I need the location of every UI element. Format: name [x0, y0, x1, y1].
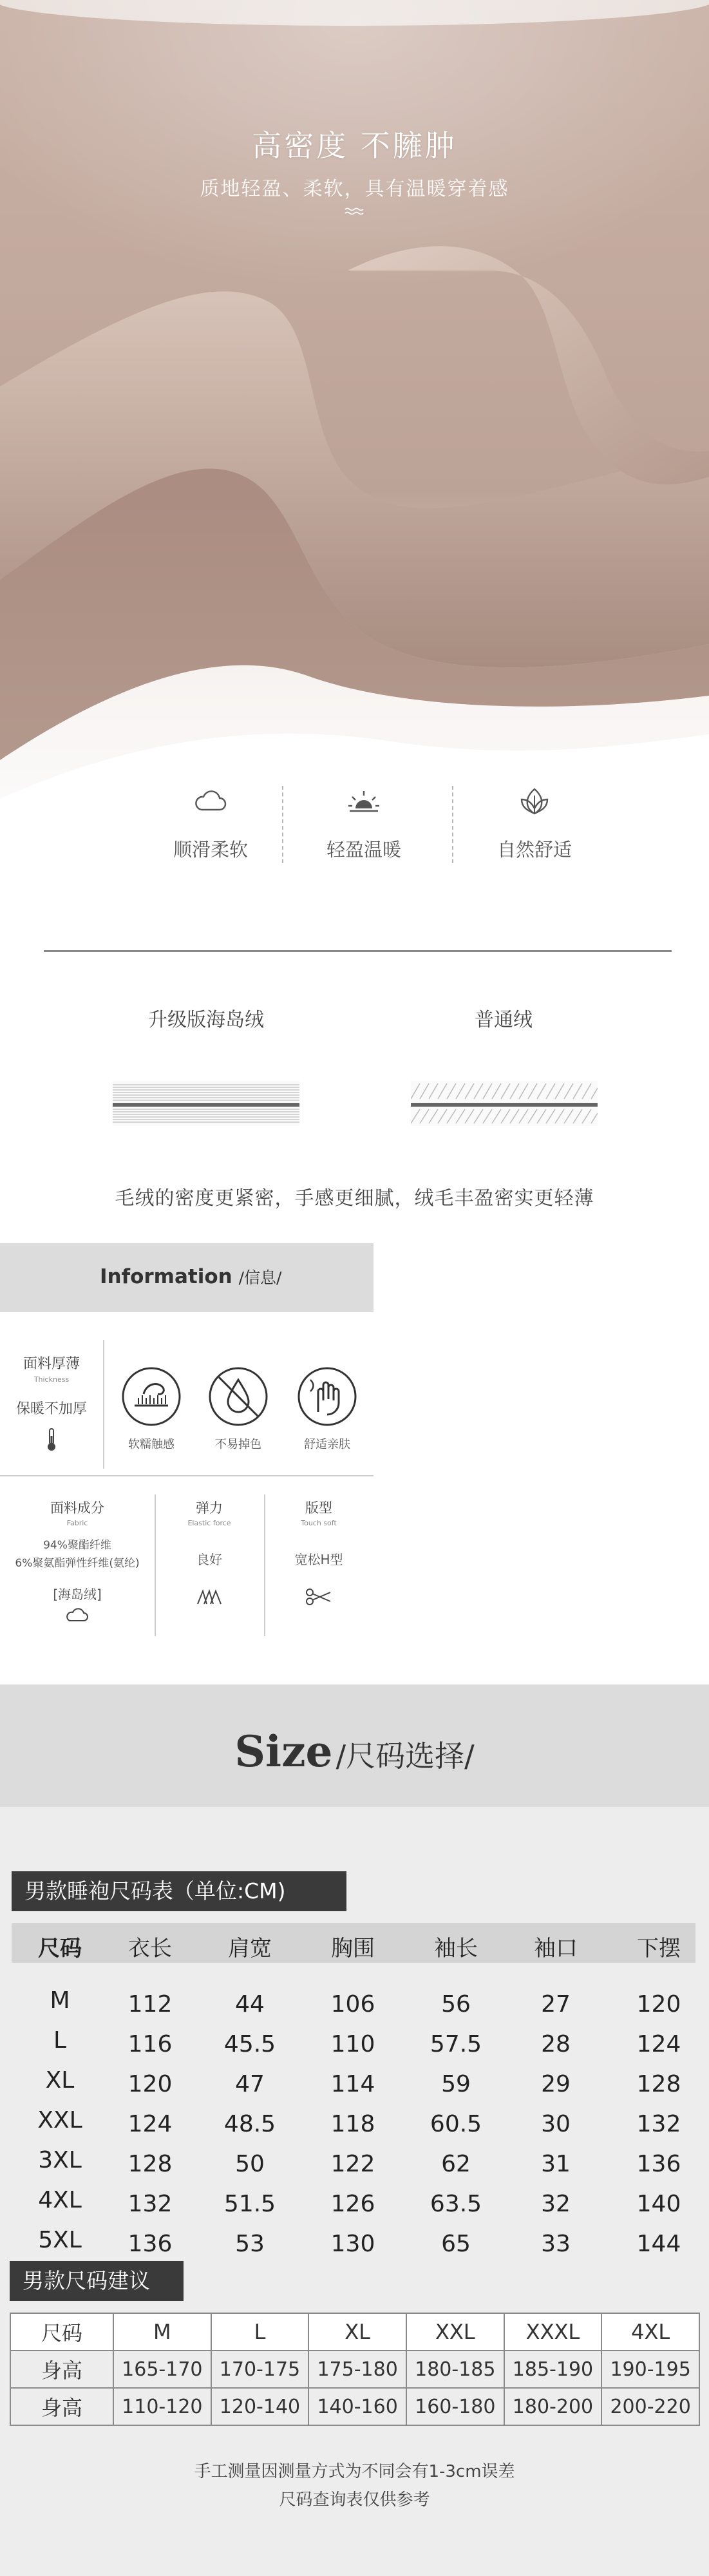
size-title-cn: /尺码选择/ [336, 1739, 475, 1773]
table-cell: 27 [541, 1991, 571, 2018]
table-cell: 32 [541, 2191, 571, 2217]
elastic-value: 良好 [196, 1552, 222, 1567]
table-cell: 29 [541, 2071, 571, 2097]
size-label-cell: 5XL [38, 2227, 82, 2253]
table-cell: 48.5 [223, 2111, 276, 2137]
skin-friendly-icon [296, 1366, 358, 1427]
table-cell: 132 [636, 2111, 681, 2137]
table-cell: 124 [636, 2031, 681, 2057]
property-label: 不易掉色 [215, 1438, 261, 1451]
thickness-block [0, 1353, 103, 1455]
wave-decoration-icon [345, 207, 365, 215]
section-divider [44, 950, 672, 952]
table-cell: 尺码 [10, 2313, 113, 2351]
feature-label: 自然舒适 [496, 839, 572, 861]
table-cell: 4XL [601, 2313, 699, 2351]
table-cell: 116 [128, 2031, 173, 2057]
table-cell: 190-195 [601, 2351, 699, 2388]
divider [0, 1475, 373, 1476]
table-cell: 140-160 [308, 2388, 406, 2425]
size-chart-header-cell: 下摆 [637, 1936, 681, 1961]
table-cell: XL [308, 2313, 406, 2351]
no-fade-icon [207, 1366, 269, 1427]
table-cell: 118 [330, 2111, 375, 2137]
table-cell: XXXL [504, 2313, 602, 2351]
divider [452, 786, 453, 863]
table-cell: 112 [128, 1991, 173, 2018]
property-label: 软糯触感 [128, 1438, 175, 1451]
property-item [106, 1366, 196, 1452]
upgraded-fleece-swatch [113, 1081, 299, 1126]
size-guide-header-row [10, 2313, 699, 2351]
table-cell: 165-170 [113, 2351, 211, 2388]
table-cell: 120 [636, 1991, 681, 2018]
table-cell: 110-120 [113, 2388, 211, 2425]
table-cell: 28 [541, 2031, 571, 2057]
table-cell: 57.5 [430, 2031, 482, 2057]
feature-label: 顺滑柔软 [173, 839, 248, 861]
table-cell: 180-200 [504, 2388, 602, 2425]
thickness-label: 面料厚薄 [23, 1356, 80, 1372]
cloud-icon [191, 783, 230, 821]
hero-subtitle: 质地轻盈、柔软，具有温暖穿着感 [200, 178, 509, 200]
table-cell: 50 [235, 2151, 265, 2177]
cloud-icon [63, 1607, 91, 1625]
thermometer-icon [45, 1427, 58, 1453]
table-cell: 120 [128, 2071, 173, 2097]
sunrise-icon [345, 783, 383, 821]
table-cell: 126 [330, 2191, 375, 2217]
information-title-cn: /信息/ [238, 1268, 282, 1287]
table-row [10, 2388, 699, 2425]
table-row [10, 2351, 699, 2388]
table-cell: 160-180 [406, 2388, 504, 2425]
fabric-composition-2: 6%聚氨酯弹性纤维(氨纶) [15, 1557, 140, 1570]
fabric-label: 面料成分 [50, 1500, 104, 1516]
table-cell: 128 [636, 2071, 681, 2097]
table-cell: 65 [441, 2231, 471, 2257]
table-cell: 身高 [10, 2388, 113, 2425]
table-cell: 31 [541, 2151, 571, 2177]
information-header [0, 1243, 373, 1312]
property-item [282, 1366, 372, 1452]
table-cell: 59 [441, 2071, 471, 2097]
table-cell: 132 [128, 2191, 173, 2217]
fabric-hero [0, 0, 709, 895]
table-cell: 53 [235, 2231, 265, 2257]
ordinary-fleece-label: 普通绒 [475, 1009, 533, 1031]
size-label-cell: 3XL [38, 2147, 82, 2173]
size-section [0, 1807, 709, 2576]
table-cell: L [211, 2313, 309, 2351]
feature-row [0, 783, 709, 879]
feature-item [283, 783, 444, 862]
size-chart-header-cell: 肩宽 [228, 1936, 272, 1961]
feature-item [454, 783, 615, 862]
thickness-value: 保暖不加厚 [15, 1401, 87, 1417]
size-title [0, 1726, 709, 1777]
table-cell: 62 [441, 2151, 471, 2177]
size-chart-header-cell: 袖口 [534, 1936, 578, 1961]
table-cell: 144 [636, 2231, 681, 2257]
comparison-description: 毛绒的密度更紧密，手感更细腻，绒毛丰盈密实更轻薄 [115, 1187, 594, 1210]
table-cell: 140 [636, 2191, 681, 2217]
fit-label-en: Touch soft [301, 1519, 337, 1527]
table-cell: 124 [128, 2111, 173, 2137]
table-cell: 200-220 [601, 2388, 699, 2425]
scissors-icon [305, 1587, 333, 1607]
table-cell: 185-190 [504, 2351, 602, 2388]
soft-touch-icon [120, 1366, 182, 1427]
table-cell: 63.5 [430, 2191, 482, 2217]
table-cell: 身高 [10, 2351, 113, 2388]
property-item [193, 1366, 283, 1452]
size-chart-header-cell: 衣长 [128, 1936, 172, 1961]
table-cell: 51.5 [223, 2191, 276, 2217]
size-label-cell: 4XL [38, 2187, 82, 2213]
table-cell: 136 [128, 2231, 173, 2257]
table-cell: 136 [636, 2151, 681, 2177]
size-label-cell: L [53, 2027, 67, 2054]
fit-value: 宽松H型 [294, 1552, 343, 1567]
upgraded-fleece-label: 升级版海岛绒 [148, 1009, 264, 1031]
size-chart-title: 男款睡袍尺码表（单位:CM) [12, 1871, 346, 1911]
fit-label: 版型 [305, 1500, 332, 1516]
feature-item [130, 783, 291, 862]
table-cell: 120-140 [211, 2388, 309, 2425]
table-cell: 60.5 [430, 2111, 482, 2137]
fit-spec [264, 1498, 373, 1609]
hero-title: 高密度 不臃肿 [252, 128, 457, 163]
fabric-spec [0, 1498, 155, 1627]
size-header [0, 1684, 709, 1807]
elastic-label: 弹力 [196, 1500, 223, 1516]
table-cell: 175-180 [308, 2351, 406, 2388]
information-title [100, 1265, 281, 1288]
size-chart-header-cell: 尺码 [38, 1936, 82, 1961]
note-line: 手工测量因测量方式为不同会有1-3cm误差 [194, 2462, 515, 2481]
size-label-cell: XL [45, 2067, 75, 2094]
table-cell: 180-185 [406, 2351, 504, 2388]
ordinary-fleece-swatch [411, 1081, 598, 1126]
elastic-spec [155, 1498, 264, 1609]
information-panel [0, 1314, 373, 1649]
thickness-label-en: Thickness [33, 1375, 70, 1384]
property-label: 舒适亲肤 [304, 1438, 350, 1451]
size-chart-header-cell: 袖长 [434, 1936, 478, 1961]
table-cell: 130 [330, 2231, 375, 2257]
size-chart-header-cell: 胸围 [331, 1936, 375, 1961]
table-cell: 47 [235, 2071, 265, 2097]
table-cell: 110 [330, 2031, 375, 2057]
table-cell: 30 [541, 2111, 571, 2137]
leaf-icon [515, 783, 554, 821]
table-cell: 114 [330, 2071, 375, 2097]
measurement-note [0, 2457, 709, 2514]
table-cell: 170-175 [211, 2351, 309, 2388]
fabric-composition-1: 94%聚酯纤维 [43, 1539, 111, 1552]
fabric-label-en: Fabric [66, 1519, 88, 1527]
table-cell: XXL [406, 2313, 504, 2351]
feature-label: 轻盈温暖 [326, 839, 401, 861]
size-label-cell: M [50, 1987, 70, 2014]
note-line: 尺码查询表仅供参考 [279, 2490, 430, 2510]
divider [103, 1340, 104, 1469]
fabric-tag: [海岛绒] [53, 1587, 102, 1602]
size-guide-title: 男款尺码建议 [10, 2261, 184, 2301]
table-cell: 45.5 [223, 2031, 276, 2057]
table-cell: 44 [235, 1991, 265, 2018]
table-cell: 128 [128, 2151, 173, 2177]
table-cell: M [113, 2313, 211, 2351]
elastic-label-en: Elastic force [187, 1519, 231, 1527]
table-cell: 56 [441, 1991, 471, 2018]
table-cell: 122 [330, 2151, 375, 2177]
table-cell: 33 [541, 2231, 571, 2257]
size-guide-table [10, 2313, 700, 2426]
table-cell: 106 [330, 1991, 375, 2018]
size-title-en: Size [234, 1726, 333, 1777]
size-label-cell: XXL [37, 2107, 82, 2133]
stretch-icon [195, 1587, 223, 1607]
information-title-en: Information [100, 1265, 232, 1288]
